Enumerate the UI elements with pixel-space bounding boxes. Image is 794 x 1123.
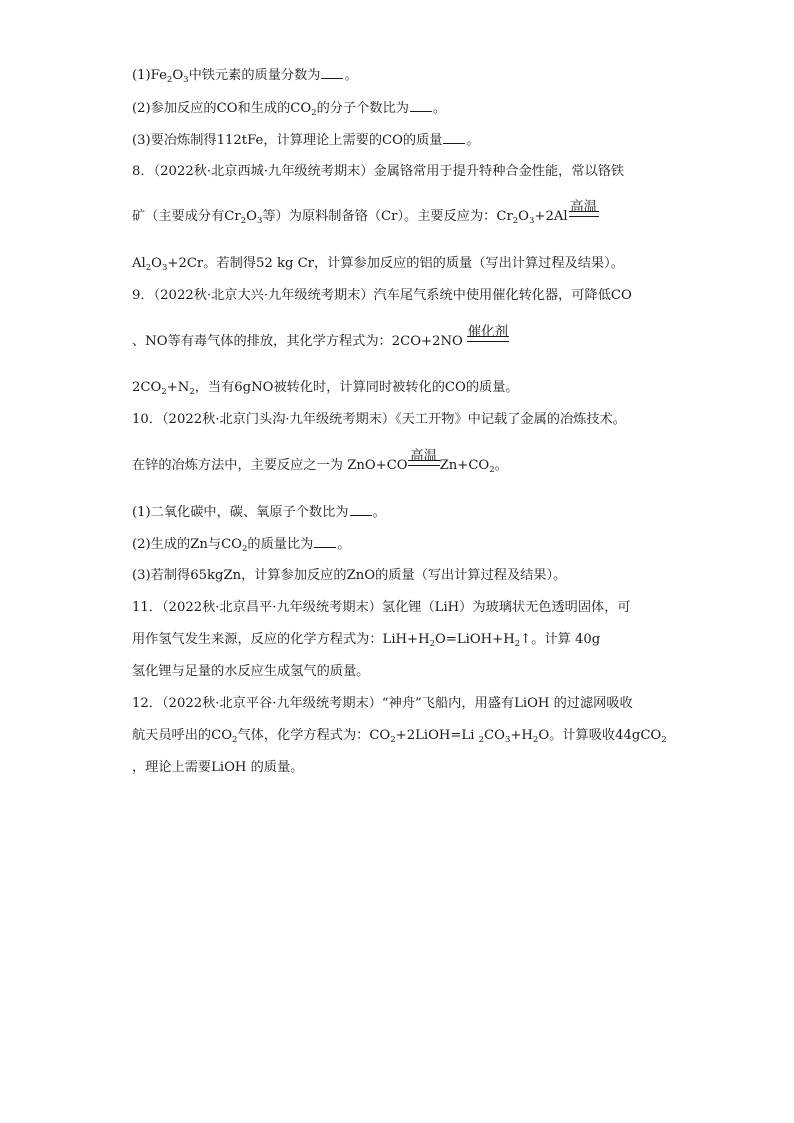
subscript: 2 xyxy=(661,735,667,745)
q7-part2 xyxy=(132,99,446,118)
answer-blank[interactable] xyxy=(350,503,372,516)
subscript: 3 xyxy=(256,216,263,226)
q7-part3 xyxy=(132,131,480,150)
text: O xyxy=(246,209,257,224)
question-text: 11．（2022秋·北京昌平·九年级统考期末）氢化锂（LiH）为玻璃状无色透明固体，可 xyxy=(132,600,631,615)
text: 2CO xyxy=(132,380,162,395)
subscript: 2 xyxy=(189,387,195,397)
q12-line3 xyxy=(132,759,303,777)
q10-part1 xyxy=(132,503,386,522)
text: 。 xyxy=(432,101,447,116)
text: 、NO等有毒气体的排放，其化学方程式为：2CO+2NO xyxy=(132,334,463,349)
subscript: 2 xyxy=(429,639,436,649)
text: CO xyxy=(484,728,505,743)
subscript: 2 xyxy=(311,108,317,118)
subscript: 3 xyxy=(183,75,189,85)
subscript: 2 xyxy=(240,216,247,226)
answer-blank[interactable] xyxy=(321,66,343,79)
subscript: 3 xyxy=(504,735,511,745)
text: (2)参加反应的CO和生成的CO xyxy=(132,101,312,116)
text: +N xyxy=(166,380,190,395)
reaction-condition: 催化剂 xyxy=(467,324,509,340)
q12-line1 xyxy=(132,695,633,713)
q9-line2 xyxy=(132,324,509,351)
subscript: 2 xyxy=(161,387,167,397)
subscript: 2 xyxy=(514,639,521,649)
subscript: 3 xyxy=(161,263,168,273)
text: ，当有6gNO被转化时，计算同时被转化的CO的质量。 xyxy=(194,380,519,395)
subscript: 2 xyxy=(390,735,396,745)
text: 中铁元素的质量分数为 xyxy=(188,68,321,83)
subscript: 2 xyxy=(242,544,248,554)
subscript: 2 xyxy=(232,735,238,745)
q8-line2 xyxy=(132,199,599,226)
answer-blank[interactable] xyxy=(443,131,465,144)
q11-line3 xyxy=(132,663,369,681)
subscript: 2 xyxy=(145,263,152,273)
text: 。 xyxy=(337,537,351,552)
text: 的质量比为 xyxy=(247,537,314,552)
text: ↑。计算 40g xyxy=(520,632,601,647)
reaction-condition: 高温 xyxy=(410,448,438,464)
question-text: 10．（2022秋·北京门头沟·九年级统考期末）《天工开物》中记载了金属的冶炼技术。 xyxy=(132,412,626,427)
text: 在锌的冶炼方法中，主要反应之一为 ZnO+CO xyxy=(132,458,408,473)
q9-line3 xyxy=(132,379,519,397)
q7-part1 xyxy=(132,66,358,85)
text: 。 xyxy=(344,68,358,83)
text: (2)生成的Zn与CO xyxy=(132,537,242,552)
text: (3)要冶炼制得112tFe，计算理论上需要的CO的质量 xyxy=(132,133,443,148)
q10-part3 xyxy=(132,567,566,585)
text: +2LiOH=Li xyxy=(395,728,479,743)
text: 气体，化学方程式为：CO xyxy=(237,728,391,743)
subscript: 2 xyxy=(166,75,173,85)
text: 等）为原料制备铬（Cr）。主要反应为：Cr xyxy=(262,209,513,224)
q10-part2 xyxy=(132,535,351,554)
subscript: 2 xyxy=(512,216,519,226)
reaction-arrow xyxy=(408,448,440,475)
text: O xyxy=(518,209,529,224)
text: 用作氢气发生来源，反应的化学方程式为：LiH+H xyxy=(132,632,430,647)
text: O xyxy=(172,68,184,83)
question-text: 12．（2022秋·北京平谷·九年级统考期末）“神舟”飞船内，用盛有LiOH 的过滤网吸收 xyxy=(132,696,633,711)
q12-line2 xyxy=(132,727,667,745)
subscript: 2 xyxy=(478,735,485,745)
reaction-arrow xyxy=(569,199,599,226)
text: 。 xyxy=(466,133,480,148)
reaction-arrow xyxy=(467,324,509,351)
q8-line1 xyxy=(132,163,624,181)
subscript: 2 xyxy=(532,735,539,745)
text: 矿（主要成分有Cr xyxy=(132,209,241,224)
question-text: 9．（2022秋·北京大兴·九年级统考期末）汽车尾气系统中使用催化转化器，可降低CO xyxy=(132,288,632,303)
text: 的分子个数比为 xyxy=(316,101,409,116)
text: +2Al xyxy=(534,209,568,224)
answer-blank[interactable] xyxy=(410,99,432,112)
answer-blank[interactable] xyxy=(314,535,336,548)
text: O=LiOH+H xyxy=(435,632,515,647)
reaction-condition: 高温 xyxy=(570,199,598,215)
text: (1)二氧化碳中，碳、氧原子个数比为 xyxy=(132,505,349,520)
text: 。 xyxy=(494,458,508,473)
text: 航天员呼出的CO xyxy=(132,728,233,743)
q11-line1 xyxy=(132,599,631,617)
text: 。 xyxy=(372,505,386,520)
text: ，理论上需要LiOH 的质量。 xyxy=(132,760,304,775)
text: 氢化锂与足量的水反应生成氢气的质量。 xyxy=(132,664,370,679)
text: (1)Fe xyxy=(132,68,167,83)
text: O。计算吸收44gCO xyxy=(538,728,662,743)
question-text: 8．（2022秋·北京西城·九年级统考期末）金属铬常用于提升特种合金性能，常以铬铁 xyxy=(132,164,625,179)
q11-line2 xyxy=(132,631,600,649)
subscript: 2 xyxy=(489,465,495,475)
text: +2Cr。若制得52 kg Cr，计算参加反应的铝的质量（写出计算过程及结果）。 xyxy=(167,256,624,271)
text: Zn+CO xyxy=(439,458,490,473)
subscript: 3 xyxy=(528,216,535,226)
text: Al xyxy=(132,256,146,271)
text: +H xyxy=(510,728,533,743)
q10-line2 xyxy=(132,448,508,475)
q10-line1 xyxy=(132,411,626,429)
q9-line1 xyxy=(132,287,632,305)
text: (3)若制得65kgZn，计算参加反应的ZnO的质量（写出计算过程及结果）。 xyxy=(132,568,567,583)
text: O xyxy=(151,256,162,271)
q8-line3 xyxy=(132,255,624,273)
